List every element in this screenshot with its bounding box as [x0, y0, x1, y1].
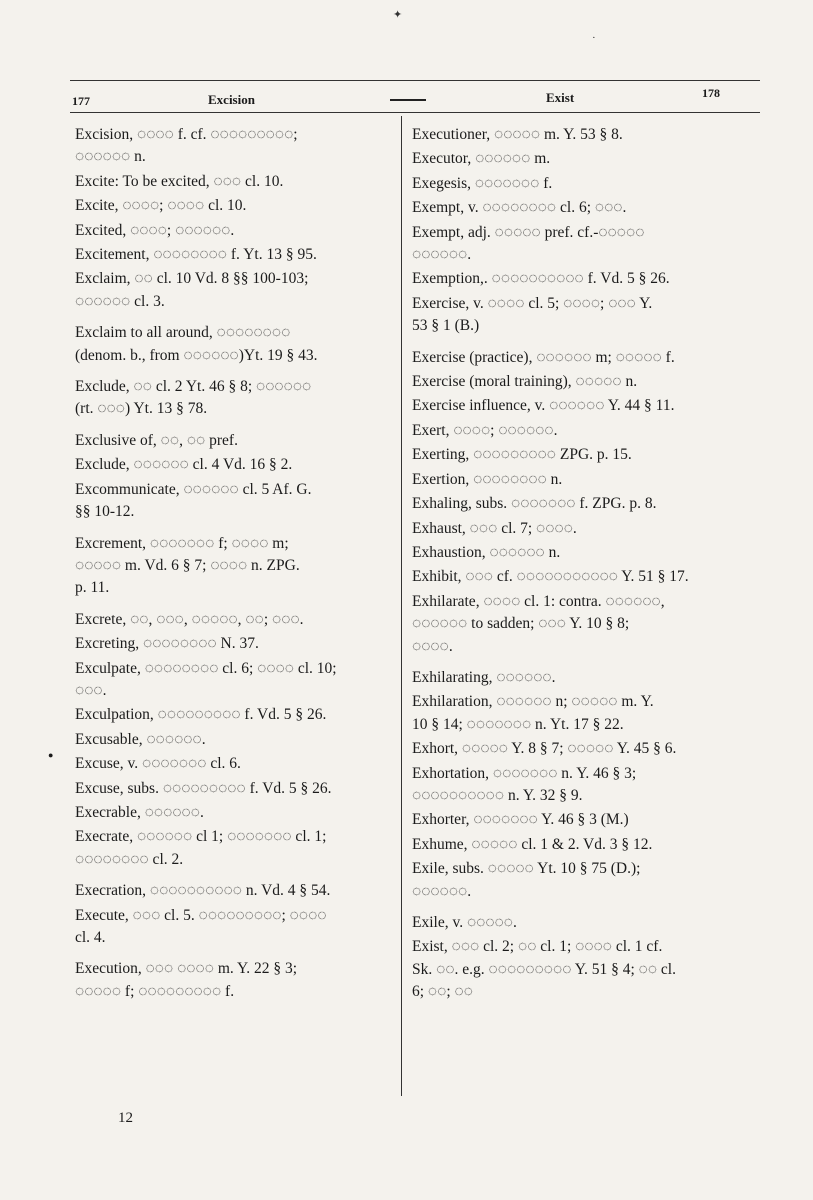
dictionary-entry	[412, 738, 752, 760]
dictionary-entry	[412, 591, 752, 658]
dictionary-entry	[75, 454, 393, 476]
entry-line: Exempt, adj. ◌◌◌◌◌ pref. cf.-◌◌◌◌◌	[412, 223, 645, 241]
dictionary-entry	[412, 148, 752, 170]
entry-line: Excitement, ◌◌◌◌◌◌◌◌ f. Yt. 13 § 95.	[75, 246, 317, 264]
dictionary-entry	[75, 533, 393, 600]
entry-line: Exclude, ◌◌ cl. 2 Yt. 46 § 8; ◌◌◌◌◌◌	[75, 378, 312, 396]
entry-line: Excuse, subs. ◌◌◌◌◌◌◌◌◌ f. Vd. 5 § 26.	[75, 779, 332, 797]
dictionary-entry	[412, 493, 752, 515]
entry-line: Exemption,. ◌◌◌◌◌◌◌◌◌◌ f. Vd. 5 § 26.	[412, 270, 670, 288]
dictionary-entry	[412, 667, 752, 689]
entry-line: Exculpation, ◌◌◌◌◌◌◌◌◌ f. Vd. 5 § 26.	[75, 706, 327, 724]
dictionary-entry	[412, 542, 752, 564]
entry-line: Excuse, v. ◌◌◌◌◌◌◌ cl. 6.	[75, 755, 241, 773]
entry-line: 6; ◌◌; ◌◌	[412, 983, 473, 1001]
entry-line: Exile, subs. ◌◌◌◌◌ Yt. 10 § 75 (D.);	[412, 860, 641, 878]
entry-line: Exegesis, ◌◌◌◌◌◌◌ f.	[412, 174, 553, 192]
dictionary-entry	[75, 802, 393, 824]
entry-line: ◌◌◌◌◌◌.	[412, 246, 472, 264]
entry-line: ◌◌◌◌◌◌◌◌◌◌ n. Y. 32 § 9.	[412, 786, 583, 804]
header-dash	[390, 99, 426, 101]
dictionary-entry	[412, 395, 752, 417]
entry-line: Execrate, ◌◌◌◌◌◌ cl 1; ◌◌◌◌◌◌◌ cl. 1;	[75, 828, 327, 846]
dictionary-entry	[75, 430, 393, 452]
entry-line: cl. 4.	[75, 929, 106, 946]
dictionary-entry	[412, 444, 752, 466]
dictionary-entry	[412, 173, 752, 195]
dictionary-entry	[412, 834, 752, 856]
entry-line: Exercise (practice), ◌◌◌◌◌◌ m; ◌◌◌◌◌ f.	[412, 348, 675, 366]
entry-line: Excited, ◌◌◌◌; ◌◌◌◌◌◌.	[75, 221, 235, 239]
entry-line: ◌◌◌◌◌ f; ◌◌◌◌◌◌◌◌◌ f.	[75, 982, 235, 1000]
dictionary-entry	[412, 347, 752, 369]
entry-line: ◌◌◌◌◌◌ n.	[75, 148, 146, 166]
entry-line: Execute, ◌◌◌ cl. 5. ◌◌◌◌◌◌◌◌◌; ◌◌◌◌	[75, 906, 327, 924]
entry-line: Exhortation, ◌◌◌◌◌◌◌ n. Y. 46 § 3;	[412, 764, 637, 782]
entry-line: 10 § 14; ◌◌◌◌◌◌◌ n. Yt. 17 § 22.	[412, 715, 624, 733]
dictionary-entry	[75, 268, 393, 313]
entry-line: Exculpate, ◌◌◌◌◌◌◌◌ cl. 6; ◌◌◌◌ cl. 10;	[75, 659, 337, 677]
entry-line: p. 11.	[75, 579, 110, 597]
left-column	[75, 124, 393, 1005]
dictionary-entry	[412, 197, 752, 219]
entry-line: (rt. ◌◌◌) Yt. 13 § 78.	[75, 400, 208, 418]
entry-line: Exclude, ◌◌◌◌◌◌ cl. 4 Vd. 16 § 2.	[75, 456, 293, 474]
right-page-number: 178	[702, 86, 720, 100]
entry-line: ◌◌◌◌.	[412, 637, 453, 655]
entry-line: Excreting, ◌◌◌◌◌◌◌◌ N. 37.	[75, 635, 259, 653]
entry-line: ◌◌◌.	[75, 681, 107, 699]
dictionary-entry	[412, 566, 752, 588]
right-running-headword: Exist	[546, 90, 575, 105]
entry-line: Excite, ◌◌◌◌; ◌◌◌◌ cl. 10.	[75, 197, 247, 215]
dictionary-entry	[412, 469, 752, 491]
entry-line: Execution, ◌◌◌ ◌◌◌◌ m. Y. 22 § 3;	[75, 960, 298, 978]
dictionary-entry	[75, 195, 393, 217]
dictionary-entry	[75, 220, 393, 242]
header-top-rule	[70, 80, 760, 81]
header-bottom-rule	[70, 112, 760, 113]
entry-line: Excommunicate, ◌◌◌◌◌◌ cl. 5 Af. G.	[75, 480, 312, 498]
entry-line: Exclaim to all around, ◌◌◌◌◌◌◌◌	[75, 324, 291, 342]
dictionary-entry	[412, 371, 752, 393]
dictionary-entry	[412, 420, 752, 442]
entry-line: 53 § 1 (B.)	[412, 317, 480, 335]
entry-line: Exercise, v. ◌◌◌◌ cl. 5; ◌◌◌◌; ◌◌◌ Y.	[412, 294, 653, 312]
entry-line: Exhilarate, ◌◌◌◌ cl. 1: contra. ◌◌◌◌◌◌,	[412, 592, 665, 610]
running-header	[60, 86, 760, 110]
dictionary-entry	[75, 479, 393, 524]
left-running-headword: Excision	[208, 92, 255, 107]
left-page-number: 177	[72, 94, 90, 108]
dictionary-entry	[75, 609, 393, 631]
entry-line: (denom. b., from ◌◌◌◌◌◌)Yt. 19 § 43.	[75, 346, 318, 364]
dictionary-entry	[75, 124, 393, 169]
dictionary-entry	[412, 268, 752, 290]
dictionary-entry	[75, 826, 393, 871]
entry-line: ◌◌◌◌◌◌◌◌ cl. 2.	[75, 850, 184, 868]
entry-line: §§ 10-12.	[75, 503, 135, 521]
dictionary-entry	[75, 729, 393, 751]
dictionary-entry	[75, 322, 393, 367]
entry-line: Exhilaration, ◌◌◌◌◌◌ n; ◌◌◌◌◌ m. Y.	[412, 693, 654, 711]
entry-line: Exerting, ◌◌◌◌◌◌◌◌◌ ZPG. p. 15.	[412, 446, 632, 464]
dictionary-entry	[412, 293, 752, 338]
dictionary-entry	[75, 905, 393, 950]
dictionary-entry	[75, 633, 393, 655]
dictionary-entry	[75, 658, 393, 703]
entry-line: Exert, ◌◌◌◌; ◌◌◌◌◌◌.	[412, 421, 558, 439]
dictionary-entry	[412, 124, 752, 146]
column-divider	[401, 116, 402, 1096]
entry-line: Executioner, ◌◌◌◌◌ m. Y. 53 § 8.	[412, 126, 623, 143]
entry-line: Excrete, ◌◌, ◌◌◌, ◌◌◌◌◌, ◌◌; ◌◌◌.	[75, 610, 304, 628]
signature-number: 12	[118, 1110, 133, 1126]
dictionary-entry	[412, 912, 752, 934]
dictionary-entry	[75, 704, 393, 726]
entry-line: Exclaim, ◌◌ cl. 10 Vd. 8 §§ 100-103;	[75, 270, 309, 288]
entry-line: Execrable, ◌◌◌◌◌◌.	[75, 803, 204, 821]
entry-line: ◌◌◌◌◌ m. Vd. 6 § 7; ◌◌◌◌ n. ZPG.	[75, 556, 300, 574]
dictionary-entry	[75, 244, 393, 266]
entry-line: Exercise (moral training), ◌◌◌◌◌ n.	[412, 373, 638, 391]
entry-line: Excite: To be excited, ◌◌◌ cl. 10.	[75, 172, 284, 190]
dictionary-entry	[412, 222, 752, 267]
entry-line: Execration, ◌◌◌◌◌◌◌◌◌◌ n. Vd. 4 § 54.	[75, 882, 331, 900]
dictionary-entry	[75, 376, 393, 421]
dictionary-entry	[412, 691, 752, 736]
dictionary-entry	[412, 518, 752, 540]
entry-line: Exist, ◌◌◌ cl. 2; ◌◌ cl. 1; ◌◌◌◌ cl. 1 cf.	[412, 938, 663, 956]
dictionary-entry	[75, 171, 393, 193]
entry-line: Exhort, ◌◌◌◌◌ Y. 8 § 7; ◌◌◌◌◌ Y. 45 § 6.	[412, 740, 677, 758]
dictionary-entry	[412, 936, 752, 1003]
entry-line: Exclusive of, ◌◌, ◌◌ pref.	[75, 431, 238, 449]
margin-bullet: ●	[48, 750, 54, 760]
dictionary-entry	[412, 809, 752, 831]
entry-line: Exhaling, subs. ◌◌◌◌◌◌◌ f. ZPG. p. 8.	[412, 495, 657, 513]
dictionary-entry	[75, 753, 393, 775]
entry-line: Exertion, ◌◌◌◌◌◌◌◌ n.	[412, 470, 563, 488]
dictionary-entry	[412, 763, 752, 808]
entry-line: Excrement, ◌◌◌◌◌◌◌ f; ◌◌◌◌ m;	[75, 534, 289, 552]
page-speck: ✦	[393, 9, 403, 21]
entry-line: Exhorter, ◌◌◌◌◌◌◌ Y. 46 § 3 (M.)	[412, 811, 629, 829]
entry-line: Exile, v. ◌◌◌◌◌.	[412, 914, 517, 931]
entry-line: Exercise influence, v. ◌◌◌◌◌◌ Y. 44 § 11.	[412, 397, 675, 415]
dictionary-entry	[75, 958, 393, 1003]
page-speck: ·	[592, 32, 596, 44]
entry-line: Exhaust, ◌◌◌ cl. 7; ◌◌◌◌.	[412, 519, 577, 537]
entry-line: ◌◌◌◌◌◌.	[412, 882, 472, 900]
entry-line: Excision, ◌◌◌◌ f. cf. ◌◌◌◌◌◌◌◌◌;	[75, 126, 298, 143]
dictionary-entry	[75, 778, 393, 800]
entry-line: Excusable, ◌◌◌◌◌◌.	[75, 730, 206, 748]
entry-line: Exhaustion, ◌◌◌◌◌◌ n.	[412, 543, 561, 561]
entry-line: Exempt, v. ◌◌◌◌◌◌◌◌ cl. 6; ◌◌◌.	[412, 199, 627, 217]
entry-line: Exhibit, ◌◌◌ cf. ◌◌◌◌◌◌◌◌◌◌◌ Y. 51 § 17.	[412, 568, 689, 586]
right-column	[412, 124, 752, 1006]
dictionary-entry	[412, 858, 752, 903]
entry-line: Exhume, ◌◌◌◌◌ cl. 1 & 2. Vd. 3 § 12.	[412, 835, 653, 853]
entry-line: ◌◌◌◌◌◌ to sadden; ◌◌◌ Y. 10 § 8;	[412, 615, 630, 633]
entry-line: Sk. ◌◌. e.g. ◌◌◌◌◌◌◌◌◌ Y. 51 § 4; ◌◌ cl.	[412, 960, 676, 978]
dictionary-entry	[75, 880, 393, 902]
entry-line: Executor, ◌◌◌◌◌◌ m.	[412, 150, 551, 168]
entry-line: Exhilarating, ◌◌◌◌◌◌.	[412, 668, 556, 686]
entry-line: ◌◌◌◌◌◌ cl. 3.	[75, 292, 165, 310]
